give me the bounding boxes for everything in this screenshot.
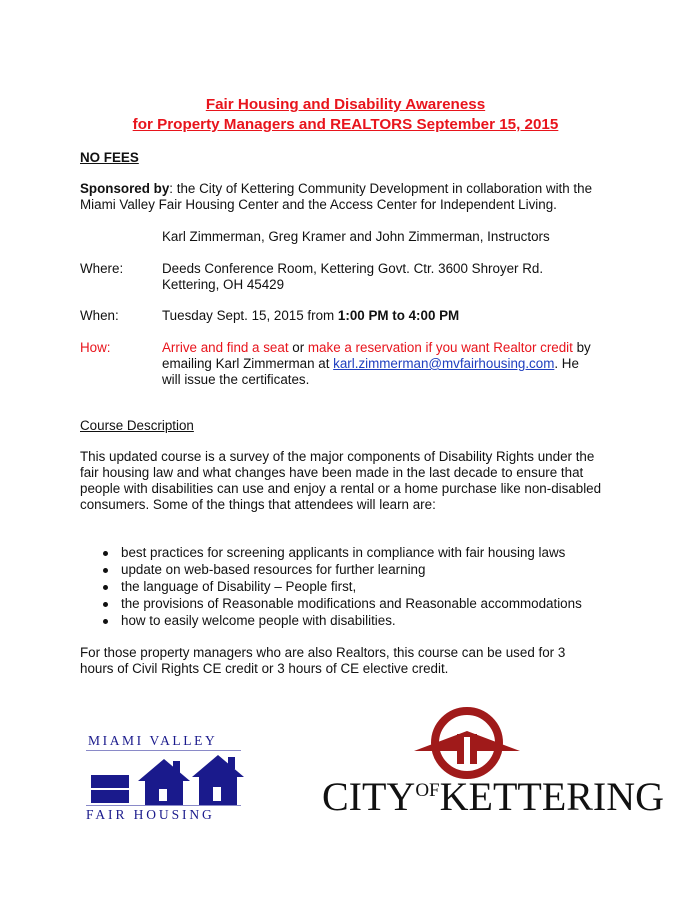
bullet-icon [103,619,108,624]
credit-paragraph-line-1: For those property managers who are also Realtors, this course can be used for 3 [80,645,566,660]
title-line-2: for Property Managers and REALTORS September 15, 2015 [132,116,559,133]
when-time: 1:00 PM to 4:00 PM [337,308,460,323]
miami-valley-fair-housing-logo [86,733,246,823]
how-by: by [572,340,591,355]
course-paragraph-line-2: fair housing law and what changes have been made in the last decade to ensure that [80,465,584,480]
when-value [162,308,459,323]
city-of-kettering-logo [322,705,665,825]
how-or: or [288,340,308,355]
bullet-icon [103,551,108,556]
how-line-1 [162,340,591,355]
where-line-2: Kettering, OH 45429 [162,277,285,292]
where-line-1: Deeds Conference Room, Kettering Govt. Ctr. 3600 Shroyer Rd. [162,261,544,276]
kettering-city-text: CITY [322,774,416,819]
how-arrive: Arrive and find a seat [162,340,289,355]
course-paragraph-line-4: consumers. Some of the things that attendees will learn are: [80,497,436,512]
kettering-of-text: OF [415,780,440,801]
logo-bottom-text: FAIR HOUSING [86,807,215,822]
kettering-name-text: KETTERING [439,774,665,819]
logo-divider-bottom [86,805,241,806]
where-label: Where: [80,261,124,276]
title-line-1: Fair Housing and Disability Awareness [205,96,486,113]
kettering-wordmark [322,774,665,819]
houses-icon [86,751,246,813]
bullet-icon [103,568,108,573]
course-paragraph-line-3: people with disabilities can use and enjoy a rental or a home purchase like non-disabled [80,481,602,496]
logo-top-text: MIAMI VALLEY [88,733,218,748]
how-line-3: will issue the certificates. [162,372,310,387]
no-fees-heading: NO FEES [80,150,139,165]
how-he: . He [554,356,579,371]
credit-paragraph-line-2: hours of Civil Rights CE credit or 3 hours of CE elective credit. [80,661,449,676]
how-label: How: [80,340,111,355]
bullet-icon [103,602,108,607]
flyer-page: Fair Housing and Disability Awareness for Property Managers and REALTORS September 15, 2015 NO FEES Sponsored by: the City of Kettering Community Development in collaboration with the Miami Valley Fair Housing Center and the Access Center for Independent Living. Karl Zimmerman, Greg Kramer and John Zimmerman, Instructors Where: Deeds Conference Room, Kettering Govt. Ctr. 3600 Shroyer Rd. Kettering, OH 45429 When: Tuesday Sept. 15, 2015 from 1:00 PM to 4:00 PM How: Arrive and find a seat or make a reservation if you want Realtor credit by emailing Karl Zimmerman at karl.zimmerman@mvfairhousing.com. He will issue the certificates. Course Description This updated course is a survey of the major components of Disability Rights under the fair housing law and what changes have been made in the last decade to ensure that people with disabilities can use and enjoy a rental or a home purchase like non-disabled consumers. Some of the things that attendees will learn are: best practices for screening applicants in compliance with fair housing laws update on web-based resources for further learning the language of Disability – People first, the provisions of Reasonable modifications and Reasonable accommodations how to easily welcome people with disabilities. For those property managers who are also Realtors, this course can be used for 3 hours of Civil Rights CE credit or 3 hours of CE elective credit. MIAMI VALLEY FAIR HOUSING CITYOFKETTERING [0,0,691,899]
how-emailing: emailing Karl Zimmerman at [162,356,334,371]
how-line-2 [162,356,579,371]
instructors: Karl Zimmerman, Greg Kramer and John Zimmerman, Instructors [162,229,550,244]
sponsored-line-1 [80,181,592,198]
kettering-emblem-icon [412,705,522,785]
when-date: Tuesday Sept. 15, 2015 from [162,308,338,323]
bullet-icon [103,585,108,590]
sponsored-label: Sponsored by [80,181,170,196]
course-description-heading: Course Description [80,418,194,433]
sponsored-line-2: Miami Valley Fair Housing Center and the Access Center for Independent Living. [80,197,557,212]
when-label: When: [80,308,119,323]
sponsored-text: : the City of Kettering Community Development in collaboration with the [169,181,593,196]
course-paragraph-line-1: This updated course is a survey of the major components of Disability Rights under the [80,449,595,464]
how-reservation: make a reservation if you want Realtor credit [307,340,573,355]
email-link[interactable]: karl.zimmerman@mvfairhousing.com [333,356,555,371]
